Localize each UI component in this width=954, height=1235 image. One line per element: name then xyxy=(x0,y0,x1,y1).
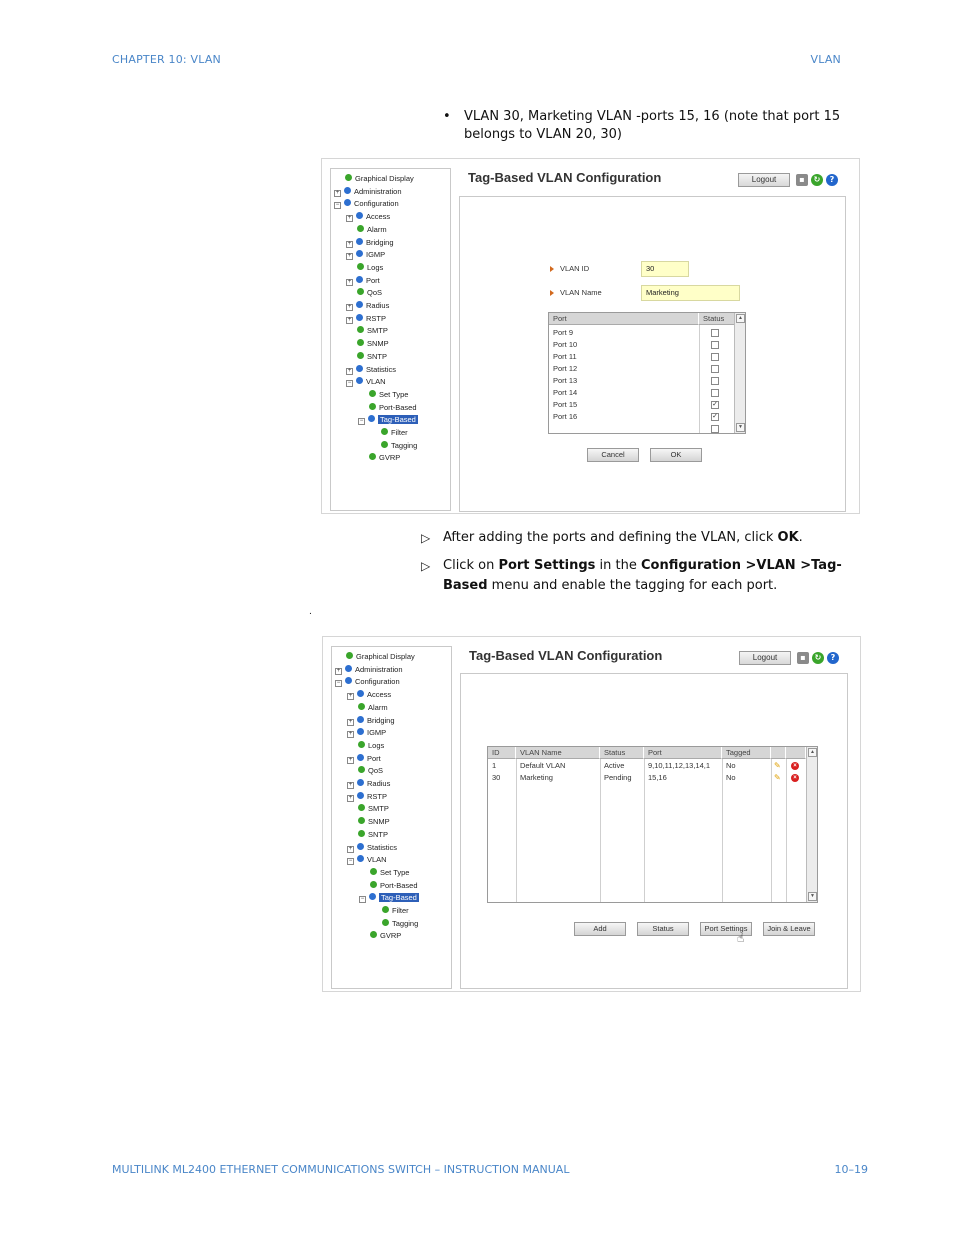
tree-item-label: Statistics xyxy=(366,364,397,374)
tree-item-label: Port-Based xyxy=(380,880,418,890)
port-name-cell: Port 10 xyxy=(553,340,578,349)
help-icon[interactable]: ? xyxy=(826,174,838,186)
tree-item-label: Alarm xyxy=(367,224,387,234)
tree-item-label: Administration xyxy=(355,664,403,674)
collapse-icon[interactable]: − xyxy=(335,202,340,209)
tree-item[interactable] xyxy=(334,199,399,209)
help-icon[interactable]: ? xyxy=(827,652,839,664)
tree-item-label: GVRP xyxy=(380,931,402,941)
node-bullet-icon xyxy=(356,276,363,283)
tree-item-label: SMTP xyxy=(367,326,388,336)
tree-item-label: Administration xyxy=(354,186,402,196)
grid-header-status: Status xyxy=(699,313,735,325)
port-status-checkbox[interactable]: ✓ xyxy=(712,401,718,408)
vlan-id-label: VLAN ID xyxy=(560,264,590,273)
screenshot-vlan-list xyxy=(322,636,861,992)
grid-header: ID xyxy=(488,747,516,759)
cancel-button[interactable]: Cancel xyxy=(587,448,639,462)
node-bullet-icon xyxy=(369,403,376,410)
collapse-icon[interactable]: − xyxy=(336,680,341,687)
tree-item[interactable] xyxy=(335,665,403,675)
expand-icon[interactable]: + xyxy=(347,316,352,323)
tree-item-label: Port xyxy=(367,753,381,763)
tree-item-label: Bridging xyxy=(366,237,394,247)
save-icon[interactable]: ▪ xyxy=(796,174,808,186)
node-bullet-icon xyxy=(357,779,364,786)
vlan-cell-status: Active xyxy=(604,761,625,770)
node-bullet-icon xyxy=(358,741,365,748)
tree-item-label: SMTP xyxy=(368,804,389,814)
port-name-cell: Port 15 xyxy=(553,400,578,409)
tree-item[interactable] xyxy=(347,690,391,700)
expand-icon[interactable]: + xyxy=(347,253,352,260)
tree-item-label: IGMP xyxy=(367,728,387,738)
node-bullet-icon xyxy=(356,377,363,384)
port-settings-button[interactable]: Port Settings xyxy=(700,922,752,936)
port-name-cell: Port 13 xyxy=(553,376,578,385)
node-bullet-icon xyxy=(381,428,388,435)
screenshot-vlan-add xyxy=(321,158,860,514)
node-bullet-icon xyxy=(356,301,363,308)
tree-item[interactable] xyxy=(382,906,409,916)
tree-item[interactable] xyxy=(357,339,389,349)
tree-item[interactable] xyxy=(347,855,387,865)
tree-item[interactable] xyxy=(357,326,388,336)
stray-mark: . xyxy=(309,607,312,617)
tree-item[interactable] xyxy=(334,187,402,197)
node-bullet-icon xyxy=(357,754,364,761)
triangle-bullet-icon: ▷ xyxy=(421,531,431,545)
tree-item-label: QoS xyxy=(367,288,383,298)
node-bullet-icon xyxy=(370,881,377,888)
port-status-checkbox[interactable] xyxy=(711,341,719,349)
tree-item-label: Logs xyxy=(368,740,385,750)
add-button[interactable]: Add xyxy=(574,922,626,936)
vlan-cell-name: Marketing xyxy=(520,773,553,782)
collapse-icon[interactable]: − xyxy=(347,380,352,387)
instruction-1 xyxy=(421,528,871,548)
edit-icon[interactable]: ✎ xyxy=(774,761,781,770)
vlan-cell-tagged: No xyxy=(726,773,736,782)
grid-scrollbar[interactable] xyxy=(806,747,817,902)
logout-button[interactable]: Logout xyxy=(738,173,790,187)
tree-item-label: Access xyxy=(366,212,391,222)
tree-item-label: SNMP xyxy=(367,339,389,349)
chapter-header: CHAPTER 10: VLAN xyxy=(112,53,221,66)
node-bullet-icon xyxy=(357,263,364,270)
refresh-icon[interactable]: ↻ xyxy=(812,652,824,664)
port-status-checkbox[interactable] xyxy=(711,389,719,397)
delete-icon[interactable]: × xyxy=(791,774,799,782)
node-bullet-icon xyxy=(369,453,376,460)
tree-item[interactable] xyxy=(346,250,385,260)
tree-item-label: Configuration xyxy=(354,199,399,209)
tree-item[interactable] xyxy=(347,754,381,764)
expand-icon[interactable]: + xyxy=(347,367,352,374)
tree-item-label: Logs xyxy=(367,262,384,272)
triangle-bullet-icon: ▷ xyxy=(421,559,431,573)
collapse-icon[interactable]: − xyxy=(348,858,353,865)
node-bullet-icon xyxy=(357,855,364,862)
node-bullet-icon xyxy=(381,441,388,448)
tree-item-label: GVRP xyxy=(379,453,401,463)
page-title: Tag-Based VLAN Configuration xyxy=(469,648,663,663)
vlan-name-label: VLAN Name xyxy=(560,288,602,297)
node-bullet-icon xyxy=(357,352,364,359)
port-name-cell: Port 12 xyxy=(553,364,578,373)
tree-item[interactable] xyxy=(358,741,384,751)
node-bullet-icon xyxy=(358,703,365,710)
node-bullet-icon xyxy=(358,766,365,773)
tree-item-label: Graphical Display xyxy=(355,174,414,183)
tree-item-label: Tag-Based xyxy=(380,415,416,425)
scroll-up-icon[interactable]: ▲ xyxy=(736,314,745,323)
tree-item-label: Bridging xyxy=(367,715,395,725)
tree-item[interactable] xyxy=(369,403,417,413)
tree-item-label: RSTP xyxy=(367,791,388,801)
ok-button[interactable]: OK xyxy=(650,448,702,462)
vlan-id-input[interactable]: 30 xyxy=(641,261,689,277)
tree-item-label: Port xyxy=(366,275,380,285)
tree-item-label: Graphical Display xyxy=(356,652,415,661)
grid-header: Status xyxy=(600,747,644,759)
grid-column-divider xyxy=(771,759,772,902)
tree-item[interactable] xyxy=(346,377,386,387)
bullet-item xyxy=(443,108,873,144)
tree-item[interactable] xyxy=(357,225,387,235)
tree-item[interactable] xyxy=(358,703,388,713)
tree-item[interactable] xyxy=(346,365,396,375)
tree-item[interactable] xyxy=(347,716,395,726)
tree-item[interactable] xyxy=(346,301,389,311)
content-panel xyxy=(459,196,846,512)
node-bullet-icon xyxy=(345,665,352,672)
port-status-checkbox[interactable] xyxy=(711,365,719,373)
tree-item[interactable] xyxy=(346,276,380,286)
node-bullet-icon xyxy=(344,187,351,194)
scroll-up-icon[interactable]: ▲ xyxy=(808,748,817,757)
grid-header: Tagged xyxy=(722,747,771,759)
node-bullet-icon xyxy=(357,716,364,723)
footer-page-number: 10–19 xyxy=(834,1163,868,1176)
tree-item-label: Configuration xyxy=(355,677,400,687)
tree-item[interactable] xyxy=(357,263,383,273)
node-bullet-icon xyxy=(346,652,353,659)
tree-item[interactable] xyxy=(381,428,408,438)
tree-item[interactable] xyxy=(347,779,390,789)
grid-scrollbar[interactable] xyxy=(734,313,745,433)
node-bullet-icon xyxy=(368,415,375,422)
tree-item-label: Filter xyxy=(392,906,409,915)
tree-item[interactable] xyxy=(347,792,387,802)
scroll-down-icon[interactable]: ▼ xyxy=(736,423,745,432)
node-bullet-icon xyxy=(357,690,364,697)
collapse-icon[interactable]: − xyxy=(360,896,365,903)
node-bullet-icon xyxy=(358,804,365,811)
node-bullet-icon xyxy=(370,868,377,875)
nav-tree xyxy=(331,646,452,989)
tree-item[interactable] xyxy=(358,415,418,425)
field-marker-icon xyxy=(550,290,554,296)
tree-item-label: VLAN xyxy=(367,855,387,865)
tree-item[interactable] xyxy=(346,652,415,662)
node-bullet-icon xyxy=(357,339,364,346)
node-bullet-icon xyxy=(357,843,364,850)
tree-item-label: Radius xyxy=(366,301,390,310)
port-status-checkbox[interactable] xyxy=(711,353,719,361)
tree-item-label: QoS xyxy=(368,766,384,776)
tree-item-label: Statistics xyxy=(367,842,398,852)
tree-item[interactable] xyxy=(346,238,394,248)
expand-icon[interactable]: + xyxy=(347,304,352,310)
port-status-checkbox[interactable] xyxy=(711,329,719,337)
expand-icon[interactable]: + xyxy=(347,278,352,285)
join-leave-button[interactable]: Join & Leave xyxy=(763,922,815,936)
status-button[interactable]: Status xyxy=(637,922,689,936)
tree-item[interactable] xyxy=(357,352,387,362)
tree-item[interactable] xyxy=(358,830,388,840)
node-bullet-icon xyxy=(345,174,352,181)
tree-item[interactable] xyxy=(381,441,417,451)
port-grid xyxy=(548,312,746,434)
vlan-grid xyxy=(487,746,818,903)
tree-item-label: IGMP xyxy=(366,250,386,260)
delete-icon[interactable]: × xyxy=(791,762,799,770)
nav-tree xyxy=(330,168,451,511)
field-marker-icon xyxy=(550,266,554,272)
tree-item[interactable] xyxy=(382,919,418,929)
expand-icon[interactable]: + xyxy=(347,215,352,222)
footer-manual-title: MULTILINK ML2400 ETHERNET COMMUNICATIONS SWITCH – INSTRUCTION MANUAL xyxy=(112,1163,570,1176)
node-bullet-icon xyxy=(358,817,365,824)
tree-item-label: Tag-Based xyxy=(381,893,417,903)
port-name-cell: Port 9 xyxy=(553,328,574,337)
grid-header: VLAN Name xyxy=(516,747,600,759)
node-bullet-icon xyxy=(356,365,363,372)
bullet-dot-icon: • xyxy=(443,109,451,124)
port-name-cell: Port 14 xyxy=(553,388,578,397)
tree-item-label: Tagging xyxy=(391,440,418,450)
grid-column-divider xyxy=(786,759,787,902)
port-status-checkbox[interactable]: ✓ xyxy=(712,413,718,420)
instruction-2 xyxy=(421,556,871,596)
logout-button[interactable]: Logout xyxy=(739,651,791,665)
tree-item[interactable] xyxy=(357,288,382,298)
tree-item-label: SNTP xyxy=(368,829,389,839)
tree-item-label: Port-Based xyxy=(379,402,417,412)
tree-item[interactable] xyxy=(346,212,390,222)
grid-column-divider xyxy=(516,759,517,902)
hand-cursor-icon: ☝ xyxy=(737,931,745,945)
expand-icon[interactable]: + xyxy=(348,693,353,700)
tree-item[interactable] xyxy=(347,728,386,738)
grid-header-port: Port xyxy=(549,313,699,325)
node-bullet-icon xyxy=(357,728,364,735)
vlan-cell-status: Pending xyxy=(604,773,632,782)
instruction-text: Click on Port Settings in the Configuration >VLAN >Tag-Based menu and enable the tagging for each port. xyxy=(443,558,842,593)
port-name-cell: Port 11 xyxy=(553,352,577,361)
tree-item-label: Filter xyxy=(391,428,408,437)
node-bullet-icon xyxy=(382,919,389,926)
tree-item[interactable] xyxy=(335,677,400,687)
tree-item-label: RSTP xyxy=(366,313,387,323)
tree-item-label: SNMP xyxy=(368,817,390,827)
collapse-icon[interactable]: − xyxy=(359,418,364,425)
tree-item[interactable] xyxy=(345,174,414,184)
refresh-icon[interactable]: ↻ xyxy=(811,174,823,186)
vlan-cell-id: 1 xyxy=(492,761,497,770)
node-bullet-icon xyxy=(356,212,363,219)
expand-icon[interactable]: + xyxy=(348,782,353,788)
port-status-checkbox[interactable] xyxy=(711,425,719,433)
vlan-cell-port: 15,16 xyxy=(648,773,667,782)
node-bullet-icon xyxy=(370,931,377,938)
expand-icon[interactable]: + xyxy=(348,794,353,801)
vlan-cell-port: 9,10,11,12,13,14,1 xyxy=(648,761,710,770)
expand-icon[interactable]: + xyxy=(347,240,352,247)
node-bullet-icon xyxy=(357,288,364,295)
node-bullet-icon xyxy=(356,238,363,245)
node-bullet-icon xyxy=(357,792,364,799)
node-bullet-icon xyxy=(357,225,364,232)
node-bullet-icon xyxy=(356,250,363,257)
node-bullet-icon xyxy=(356,314,363,321)
tree-item[interactable] xyxy=(369,453,400,463)
tree-item-label: Set Type xyxy=(379,389,409,399)
tree-item[interactable] xyxy=(346,314,386,324)
expand-icon[interactable]: + xyxy=(348,756,353,763)
node-bullet-icon xyxy=(357,326,364,333)
tree-item[interactable] xyxy=(358,804,389,814)
tree-item[interactable] xyxy=(347,843,397,853)
page-title: Tag-Based VLAN Configuration xyxy=(468,170,662,185)
grid-header: Port xyxy=(644,747,722,759)
tree-item[interactable] xyxy=(369,390,408,400)
node-bullet-icon xyxy=(369,390,376,397)
grid-column-divider xyxy=(722,759,723,902)
tree-item[interactable] xyxy=(370,868,409,878)
tree-item[interactable] xyxy=(370,931,401,941)
port-status-checkbox[interactable] xyxy=(711,377,719,385)
node-bullet-icon xyxy=(358,830,365,837)
expand-icon[interactable]: + xyxy=(348,718,353,725)
vlan-cell-name: Default VLAN xyxy=(520,761,566,770)
node-bullet-icon xyxy=(369,893,376,900)
vlan-cell-id: 30 xyxy=(492,773,501,782)
edit-icon[interactable]: ✎ xyxy=(774,773,781,782)
tree-item-label: Alarm xyxy=(368,702,388,712)
tree-item-label: VLAN xyxy=(366,377,386,387)
save-icon[interactable]: ▪ xyxy=(797,652,809,664)
expand-icon[interactable]: + xyxy=(348,731,353,738)
vlan-cell-tagged: No xyxy=(726,761,736,770)
tree-item[interactable] xyxy=(359,893,419,903)
node-bullet-icon xyxy=(382,906,389,913)
tree-item[interactable] xyxy=(358,817,390,827)
expand-icon[interactable]: + xyxy=(336,667,341,674)
node-bullet-icon xyxy=(345,677,352,684)
port-name-cell: Port 16 xyxy=(553,412,578,421)
grid-column-divider xyxy=(699,325,700,433)
grid-column-divider xyxy=(600,759,601,902)
tree-item-label: Tagging xyxy=(392,918,419,928)
section-header: VLAN xyxy=(810,53,841,66)
node-bullet-icon xyxy=(344,199,351,206)
scroll-down-icon[interactable]: ▼ xyxy=(808,892,817,901)
tree-item-label: Access xyxy=(367,690,392,700)
expand-icon[interactable]: + xyxy=(348,845,353,852)
instruction-text: After adding the ports and defining the VLAN, click OK. xyxy=(443,530,803,545)
grid-column-divider xyxy=(644,759,645,902)
bullet-text: VLAN 30, Marketing VLAN -ports 15, 16 (note that port 15 belongs to VLAN 20, 30) xyxy=(464,109,841,142)
expand-icon[interactable]: + xyxy=(335,189,340,196)
grid-header-blank xyxy=(771,747,786,759)
tree-item-label: Set Type xyxy=(380,867,410,877)
vlan-name-input[interactable]: Marketing xyxy=(641,285,740,301)
grid-header-blank xyxy=(786,747,806,759)
tree-item-label: SNTP xyxy=(367,351,388,361)
tree-item[interactable] xyxy=(358,766,383,776)
content-panel xyxy=(460,673,848,989)
tree-item-label: Radius xyxy=(367,779,391,788)
tree-item[interactable] xyxy=(370,881,418,891)
